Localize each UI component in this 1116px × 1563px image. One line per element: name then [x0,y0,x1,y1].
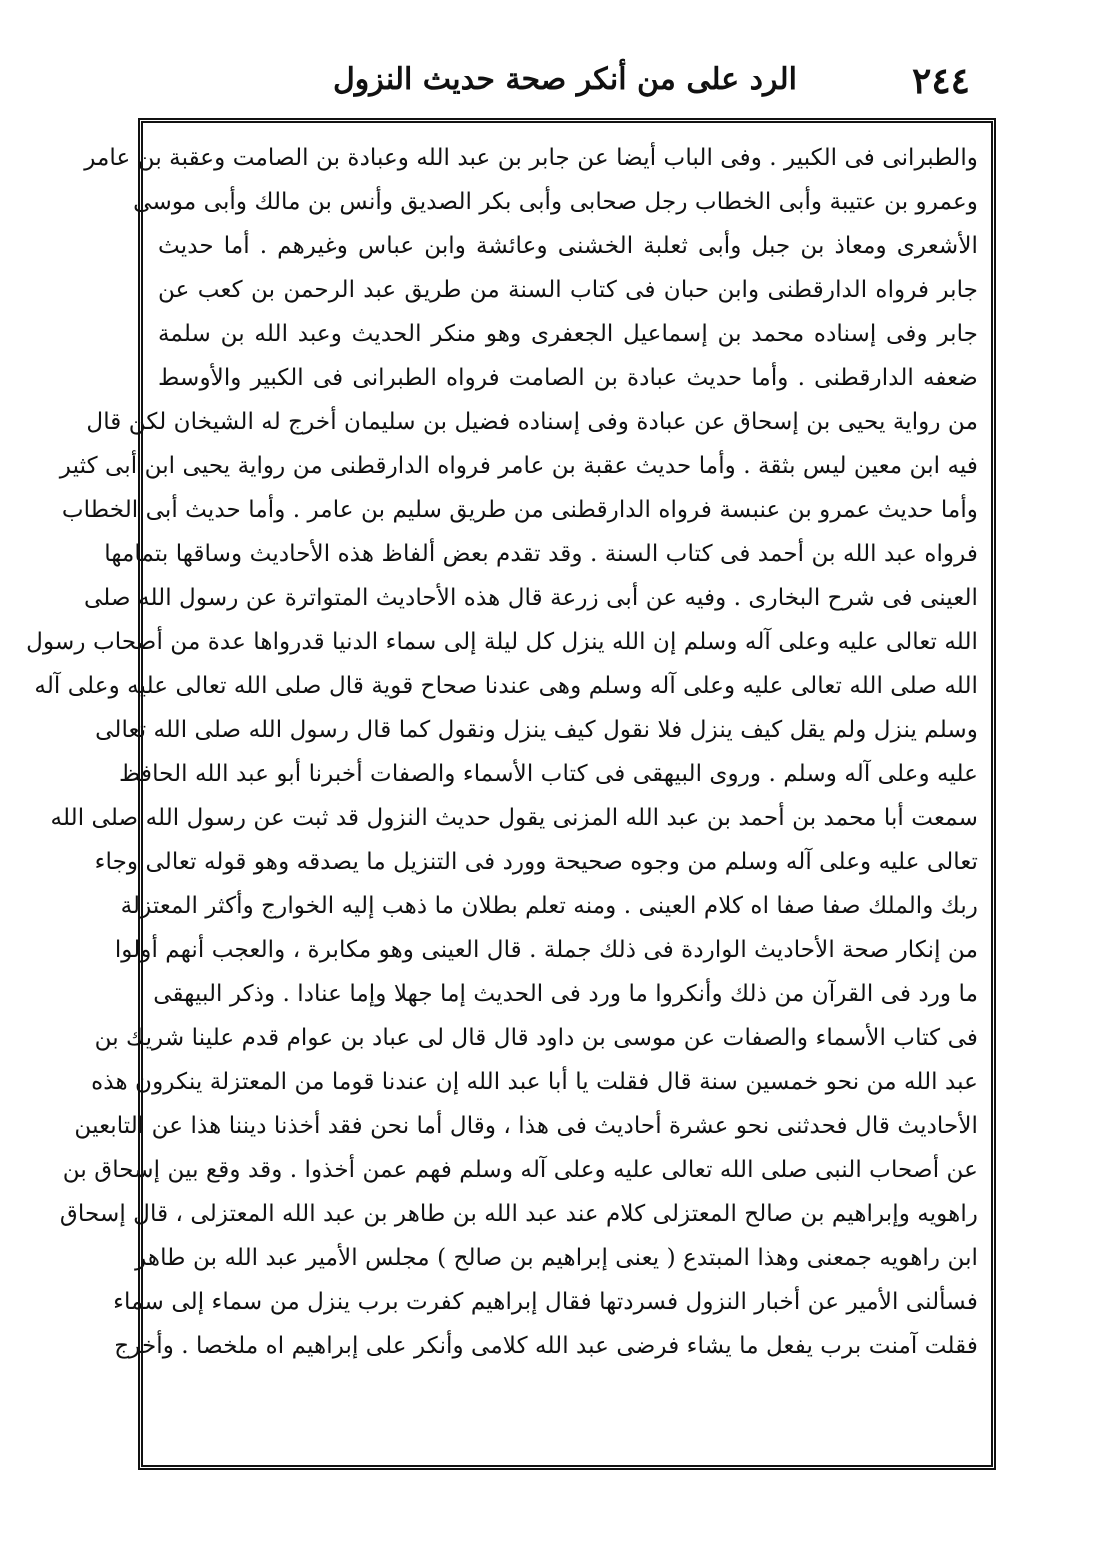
text-line: وعمرو بن عتيبة وأبى الخطاب رجل صحابى وأبى بكر الصديق وأنس بن مالك وأبى موسى [133,188,978,215]
text-line: ما ورد فى القرآن من ذلك وأنكروا ما ورد فى الحديث إما جهلا وإما عنادا . وذكر البيهقى [153,980,978,1007]
text-line: الله تعالى عليه وعلى آله وسلم إن الله ينزل كل ليلة إلى سماء الدنيا قدرواها عدة من أصحاب رسول [26,628,978,655]
text-line: الأشعرى ومعاذ بن جبل وأبى ثعلبة الخشنى وعائشة وابن عباس وغيرهم . أما حديث [158,232,978,259]
page-number: ٢٤٤ [911,60,970,102]
page-header [140,52,990,108]
text-line: جابر وفى إسناده محمد بن إسماعيل الجعفرى وهو منكر الحديث وعبد الله بن سلمة [158,320,978,347]
text-line: وأما حديث عمرو بن عنبسة فرواه الدارقطنى من طريق سليم بن عامر . وأما حديث أبى الخطاب [61,496,978,523]
running-title: الرد على من أنكر صحة حديث النزول [333,62,797,97]
text-line: ربك والملك صفا صفا اه كلام العينى . ومنه تعلم بطلان ما ذهب إليه الخوارج وأكثر المعتزلة [120,892,978,919]
text-line: العينى فى شرح البخارى . وفيه عن أبى زرعة قال هذه الأحاديث المتواترة عن رسول الله صلى [83,584,978,611]
text-line: سمعت أبا محمد بن أحمد بن عبد الله المزنى يقول حديث النزول قد ثبت عن رسول الله صلى الله [50,804,978,831]
text-line: فرواه عبد الله بن أحمد فى كتاب السنة . وقد تقدم بعض ألفاظ هذه الأحاديث وساقها بتمامها [104,540,978,567]
text-line: عبد الله من نحو خمسين سنة قال فقلت يا أبا عبد الله إن عندنا قوما من المعتزلة ينكرون هذه [91,1068,978,1095]
text-line: الله صلى الله تعالى عليه وعلى آله وسلم وهى عندنا صحاح قوية قال صلى الله تعالى عليه وعلى آله [34,672,978,699]
text-line: وسلم ينزل ولم يقل كيف ينزل فلا نقول كيف ينزل ونقول كما قال رسول الله صلى الله تعالى [95,716,978,743]
text-line: من رواية يحيى بن إسحاق عن عبادة وفى إسناده فضيل بن سليمان أخرج له الشيخان لكن قال [86,408,978,435]
text-line: ابن راهويه جمعنى وهذا المبتدع ( يعنى إبراهيم بن صالح ) مجلس الأمير عبد الله بن طاهر [135,1244,978,1271]
text-line: ضعفه الدارقطنى . وأما حديث عبادة بن الصامت فرواه الطبرانى فى الكبير والأوسط [158,364,978,391]
text-line: فيه ابن معين ليس بثقة . وأما حديث عقبة بن عامر فرواه الدارقطنى من رواية يحيى ابن أبى كثير [59,452,978,479]
text-line: الأحاديث قال فحدثنى نحو عشرة أحاديث فى هذا ، وقال أما نحن فقد أخذنا ديننا هذا عن التابعين [74,1112,978,1139]
text-line: تعالى عليه وعلى آله وسلم من وجوه صحيحة وورد فى التنزيل ما يصدقه وهو قوله تعالى وجاء [94,848,978,875]
text-line: عليه وعلى آله وسلم . وروى البيهقى فى كتاب الأسماء والصفات أخبرنا أبو عبد الله الحافظ [118,760,978,787]
text-line: فقلت آمنت برب يفعل ما يشاء فرضى عبد الله كلامى وأنكر على إبراهيم اه ملخصا . وأخرج [114,1332,978,1359]
text-line: فسألنى الأمير عن أخبار النزول فسردتها فقال إبراهيم كفرت برب ينزل من سماء إلى سماء [113,1288,978,1315]
text-line: من إنكار صحة الأحاديث الواردة فى ذلك جملة . قال العينى وهو مكابرة ، والعجب أنهم أولوا [114,936,978,963]
text-line: والطبرانى فى الكبير . وفى الباب أيضا عن جابر بن عبد الله وعبادة بن الصامت وعقبة بن عامر [84,144,978,171]
text-line: راهويه وإبراهيم بن صالح المعتزلى كلام عند عبد الله بن طاهر بن عبد الله المعتزلى ، قال إسحاق [59,1200,978,1227]
text-line: عن أصحاب النبى صلى الله تعالى عليه وعلى آله وسلم فهم عمن أخذوا . وقد وقع بين إسحاق بن [62,1156,978,1183]
text-line: جابر فرواه الدارقطنى وابن حبان فى كتاب السنة من طريق عبد الرحمن بن كعب عن [158,276,978,303]
text-line: فى كتاب الأسماء والصفات عن موسى بن داود قال قال لى عباد بن عوام قدم علينا شريك بن [94,1024,978,1051]
body-text [26,136,978,1368]
